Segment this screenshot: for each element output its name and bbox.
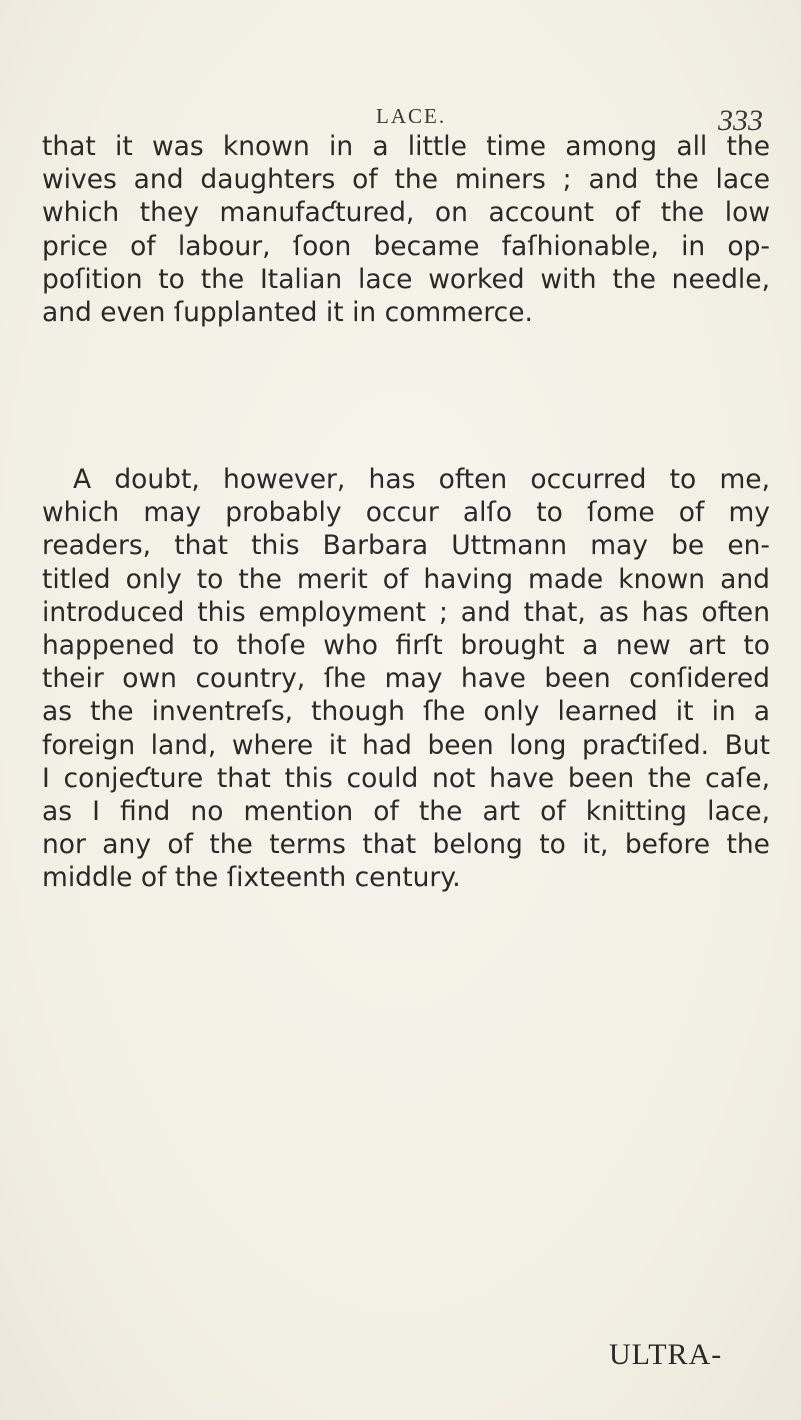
text-line: price of labour, ſoon became faſhionable, in op-: [42, 230, 770, 262]
text-line: as I find no mention of the art of knitting lace,: [42, 795, 770, 827]
text-line: A doubt, however, has often occurred to me,: [73, 464, 770, 495]
text-line: middle of the ſixteenth century.: [42, 862, 461, 894]
text-line: poſition to the Italian lace worked with the needle,: [42, 263, 770, 295]
paragraph-1: [42, 130, 770, 329]
text-line: which they manufaƈtured, on account of the low: [42, 197, 770, 229]
text-line: as the inventreſs, though ſhe only learned it in a: [42, 696, 770, 728]
text-line: readers, that this Barbara Uttmann may be en-: [42, 530, 770, 562]
text-line: which may probably occur alſo to ſome of my: [42, 497, 770, 529]
text-line: their own country, ſhe may have been conſidered: [42, 663, 770, 695]
text-line: introduced this employment ; and that, as has often: [42, 596, 770, 628]
running-title: LACE.: [376, 104, 447, 128]
catchword: ULTRA-: [609, 1338, 723, 1371]
page-number: 333: [718, 104, 763, 137]
text-line: and even ſupplanted it in commerce.: [42, 296, 533, 328]
text-line: that it was known in a little time among all the: [42, 131, 770, 162]
text-line: happened to thoſe who firſt brought a new art to: [42, 629, 770, 661]
paragraph-2: [42, 463, 770, 894]
text-line: titled only to the merit of having made known and: [42, 563, 770, 595]
text-line: wives and daughters of the miners ; and the lace: [42, 164, 770, 196]
text-line: nor any of the terms that belong to it, before the: [42, 829, 770, 861]
text-line: foreign land, where it had been long praƈtiſed. But: [42, 729, 770, 761]
text-line: I conjeƈture that this could not have been the caſe,: [42, 762, 770, 794]
